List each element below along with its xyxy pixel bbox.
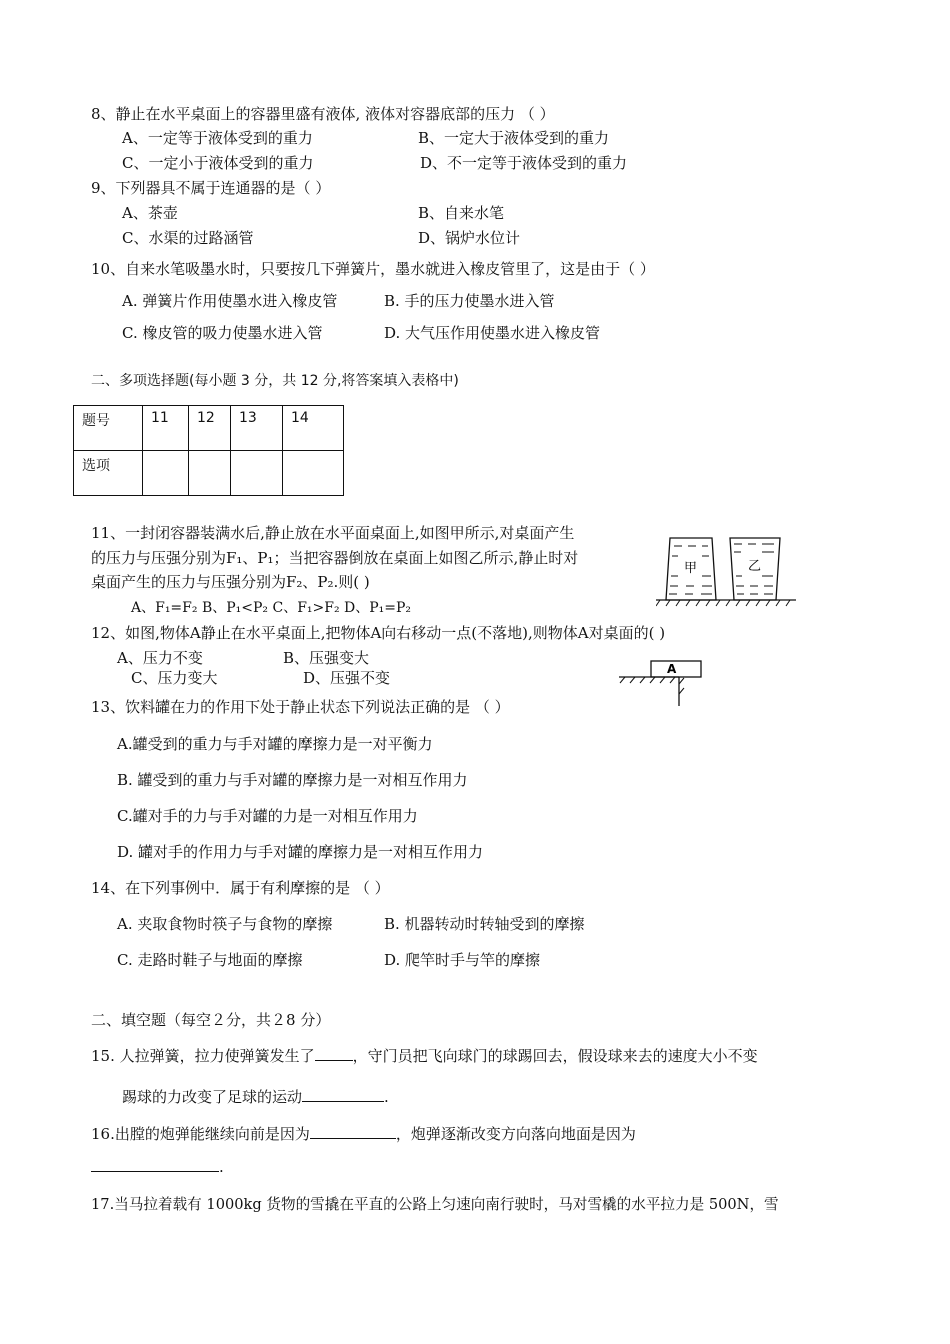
q10-stem: 10、自来水笔吸墨水时，只要按几下弹簧片，墨水就进入橡皮管里了，这是由于（ ） bbox=[91, 260, 655, 278]
q8-option-d: D、不一定等于液体受到的重力 bbox=[420, 154, 628, 172]
q15-text-b: ，守门员把飞向球门的球踢回去，假设球来去的速度大小不变 bbox=[352, 1047, 758, 1065]
q13-option-b: B. 罐受到的重力与手对罐的摩擦力是一对相互作用力 bbox=[117, 771, 468, 789]
q9-option-c: C、水渠的过路涵管 bbox=[122, 229, 254, 247]
table-hatch-icon bbox=[620, 677, 684, 694]
answer-table bbox=[73, 405, 344, 496]
q10-option-c: C. 橡皮管的吸力使墨水进入管 bbox=[122, 324, 323, 342]
answer-table-number: 11 bbox=[143, 406, 189, 451]
q14-option-a: A. 夹取食物时筷子与食物的摩擦 bbox=[117, 915, 333, 933]
q14-option-b: B. 机器转动时转轴受到的摩擦 bbox=[384, 915, 585, 933]
section2-heading: 二、多项选择题(每小题 3 分，共 12 分,将答案填入表格中) bbox=[91, 373, 459, 389]
q15-line1 bbox=[91, 1046, 758, 1066]
q15-text-c: 踢球的力改变了足球的运动 bbox=[122, 1088, 303, 1106]
q11-container-figure bbox=[656, 530, 826, 610]
q10-option-d: D. 大气压作用使墨水进入橡皮管 bbox=[384, 324, 601, 342]
q8-option-a: A、一定等于液体受到的重力 bbox=[122, 129, 313, 147]
q16-line2 bbox=[91, 1157, 224, 1177]
q8-option-c: C、一定小于液体受到的重力 bbox=[122, 154, 314, 172]
q11-line1: 11、一封闭容器装满水后,静止放在水平面桌面上,如图甲所示,对桌面产生 bbox=[91, 524, 575, 542]
answer-table-number: 12 bbox=[189, 406, 231, 451]
q12-block-figure bbox=[617, 658, 712, 708]
q9-stem: 9、下列器具不属于连通器的是（ ） bbox=[91, 179, 331, 197]
fig-label-jia: 甲 bbox=[684, 561, 698, 576]
q9-option-b: B、自来水笔 bbox=[418, 204, 505, 222]
q15-line2 bbox=[122, 1087, 389, 1107]
q15-text-d: . bbox=[384, 1088, 389, 1106]
q13-option-d: D. 罐对手的作用力与手对罐的摩擦力是一对相互作用力 bbox=[117, 843, 484, 861]
q13-option-a: A.罐受到的重力与手对罐的摩擦力是一对平衡力 bbox=[117, 735, 433, 753]
q12-option-b: B、压强变大 bbox=[283, 649, 370, 667]
q8-stem: 8、静止在水平桌面上的容器里盛有液体, 液体对容器底部的压力 （ ） bbox=[91, 105, 555, 123]
q11-line2: 的压力与压强分别为F₁、P₁；当把容器倒放在桌面上如图乙所示,静止时对 bbox=[91, 549, 579, 567]
q12-stem: 12、如图,物体A静止在水平桌面上,把物体A向右移动一点(不落地),则物体A对桌面的( ) bbox=[91, 624, 666, 642]
q9-option-d: D、锅炉水位计 bbox=[418, 229, 521, 247]
q11-line3: 桌面产生的压力与压强分别为F₂、P₂.则( ) bbox=[91, 573, 370, 591]
q9-option-a: A、茶壶 bbox=[122, 204, 178, 222]
q16-blank-1[interactable] bbox=[310, 1124, 396, 1139]
q11-options: A、F₁=F₂ B、P₁<P₂ C、F₁>F₂ D、P₁=P₂ bbox=[131, 600, 412, 616]
ground-hatch-icon bbox=[656, 600, 790, 606]
answer-table-number: 13 bbox=[231, 406, 283, 451]
answer-table-row2-label: 选项 bbox=[74, 451, 143, 496]
q15-text-a: 15. 人拉弹簧，拉力使弹簧发生了 bbox=[91, 1047, 315, 1065]
q16-blank-2[interactable] bbox=[91, 1157, 219, 1172]
answer-cell[interactable] bbox=[143, 451, 189, 496]
answer-cell[interactable] bbox=[231, 451, 283, 496]
q14-option-d: D. 爬竿时手与竿的摩擦 bbox=[384, 951, 541, 969]
fig-label-a: A bbox=[667, 662, 677, 676]
q10-option-a: A. 弹簧片作用使墨水进入橡皮管 bbox=[122, 292, 338, 310]
section3-heading: 二、填空题（每空２分，共２8 分） bbox=[91, 1011, 331, 1029]
q14-stem: 14、在下列事例中．属于有利摩擦的是 （ ） bbox=[91, 879, 390, 897]
q16-text-b: ，炮弹逐渐改变方向落向地面是因为 bbox=[395, 1125, 636, 1143]
fig-label-yi: 乙 bbox=[748, 559, 762, 574]
q16-text-c: . bbox=[219, 1158, 224, 1176]
q16-line1 bbox=[91, 1124, 636, 1144]
q10-option-b: B. 手的压力使墨水进入管 bbox=[384, 292, 555, 310]
q12-option-c: C、压力变大 bbox=[131, 669, 218, 687]
q13-stem: 13、饮料罐在力的作用下处于静止状态下列说法正确的是 （ ） bbox=[91, 698, 510, 716]
answer-cell[interactable] bbox=[283, 451, 344, 496]
q8-option-b: B、一定大于液体受到的重力 bbox=[418, 129, 610, 147]
q12-option-a: A、压力不变 bbox=[117, 649, 203, 667]
q14-option-c: C. 走路时鞋子与地面的摩擦 bbox=[117, 951, 303, 969]
q17-line1: 17.当马拉着载有 1000kg 货物的雪撬在平直的公路上匀速向南行驶时，马对雪橇的水平拉力是 500N，雪 bbox=[91, 1196, 779, 1213]
q15-blank-2[interactable] bbox=[302, 1087, 384, 1102]
q15-blank-1[interactable] bbox=[315, 1046, 353, 1061]
q13-option-c: C.罐对手的力与手对罐的力是一对相互作用力 bbox=[117, 807, 418, 825]
answer-table-number: 14 bbox=[283, 406, 344, 451]
q16-text-a: 16.出膛的炮弹能继续向前是因为 bbox=[91, 1125, 310, 1143]
q12-option-d: D、压强不变 bbox=[303, 669, 391, 687]
answer-table-answer-row bbox=[74, 451, 344, 496]
answer-table-row1-label: 题号 bbox=[74, 406, 143, 451]
answer-cell[interactable] bbox=[189, 451, 231, 496]
answer-table-header-row bbox=[74, 406, 344, 451]
